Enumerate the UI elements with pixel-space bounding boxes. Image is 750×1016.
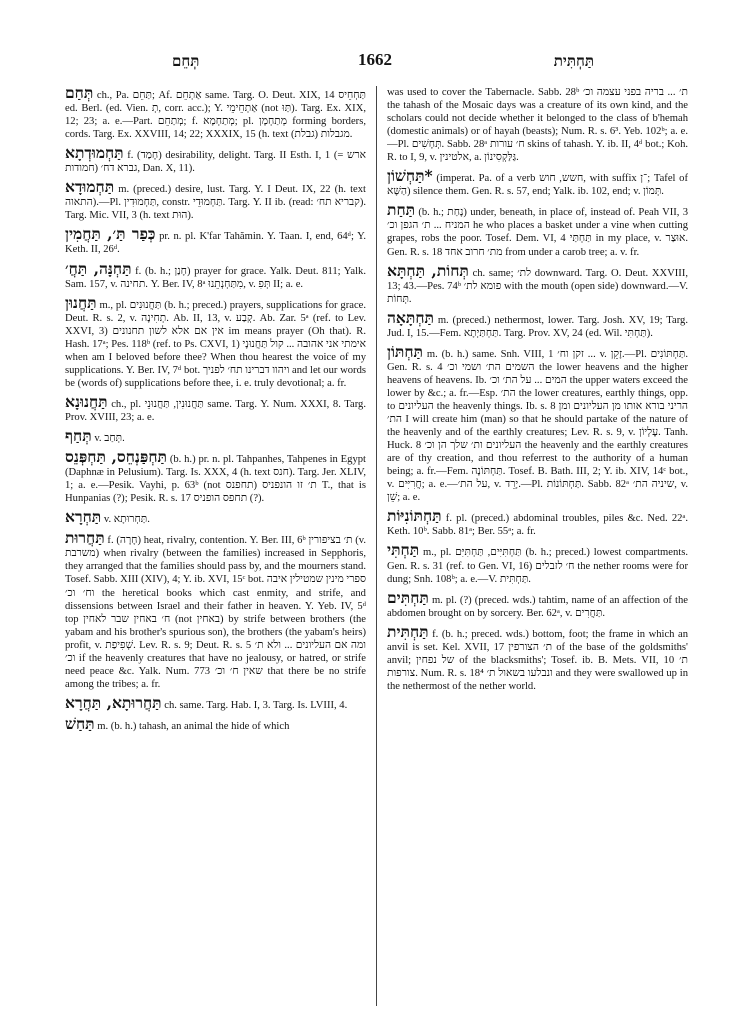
entry-text: f. (b. h.; preced. wds.) bottom, foot; the frame in which an anvil is set. Kel. XVII, 17 ת׳ הצורפין of the base of the goldsmiths' anvil; של נפחין of the blacksmiths'; Tosef. ib. B. Mets. VII, 10 ת׳ צורפות. Num. R. s. 18⁴ ונבלעו בשאול ת׳ and they were swallowed up in the nethermost of the nether world. [387,628,688,692]
entry-headword: תְּחַם [65,86,94,102]
entry-text: m., pl. תַּחְתִּיִּים, תַּחְתִּיִּם (b. h.; preced.) lowest compartments. Gen. R. s. 31 (ref. to Gen. VI, 16) ח׳ לזבלים the nether rooms were for dung; Snh. 108ᵇ; a. e.—V. תַּחְתִּית. [387,547,688,585]
column-divider [376,86,377,1006]
dictionary-entry [387,86,688,164]
entry-headword: תַּחְתִּי [387,540,420,560]
entry-text: ch. same; לת׳ downward. Targ. O. Deut. XXVIII, 13; 43.—Pes. 74ᵇ פומא לת׳ with the mouth (open side) downward.—V. תְּחוֹת. [387,267,688,305]
entry-headword: תַּחְתּוֹן [387,341,423,361]
right-running-headword: תַּחְתִּית [553,52,594,70]
dictionary-entry [65,224,366,256]
dictionary-entry [65,528,366,691]
entry-text: f. (חָרָה) heat, rivalry, contention. Y. Ber. III, 6ᵇ ת׳ בציפורין (v. משרבת) when rivalry (between the families) increased in Sepphoris, they arranged that the families should pass by, and the mourners stand. Tosef. Sabb. XIII (XIV), 4; Y. ib. XVI, 15ᶜ bot. ספרי מינין שמטילין איבה וח׳ וכ׳ the heretical books which cast enmity, and strife, and dissensions between Israel and their father in heaven. Y. Yeb. IV, 5ᵈ top ח׳ באחין שבר לאחין (not באחין) by strife between brothers (the yabam and his brother's spurious son), the brothers (the yabam's heirs) profit, v. שְׁפִיפַת. Lev. R. s. 9; Deut. R. s. 5 ומה אם העליונים ... ולא ת׳ וכ׳ if the heavenly creatures that have no jealousy, or hatred, or strife need peace &c. Yalk. Num. 773 שאין ח׳ וכ׳ that there be no strife among the tribes; a. fr. [65,535,366,690]
entry-headword: תַּחְתּוֹנִיּוֹת [387,506,442,526]
dictionary-entry [65,426,366,446]
entry-headword: תַּחַת [387,200,416,220]
dictionary-entry [65,507,366,527]
entry-headword: תַּחְתִּים [387,587,429,607]
dictionary-entry [65,692,366,712]
entry-headword: תַּחְתָּאָה [387,307,434,327]
entry-headword: תַּחְרָא [65,507,102,527]
entry-text: f. pl. (preced.) abdominal troubles, piles &c. Ned. 22ᵃ. Keth. 10ᵇ. Sabb. 81ᵃ; Ber. 55ᵃ; a. fr. [387,513,688,538]
dictionary-entry [387,506,688,538]
entry-text: m. (preced.) desire, lust. Targ. Y. I Deut. IX, 22 (h. text התאוה).—Pl. תַּחְמוּדִין, constr. תַּחְמוּדֵי. Targ. Y. II ib. (read: קבריא תח׳). Targ. Mic. VII, 3 (h. text הוּת). [65,184,366,222]
entry-headword: כְּפַר תַּ׳, תַּחֲמִין [65,224,156,244]
entry-headword: תְּחוֹת, תַּחְתָּא [387,260,469,280]
entry-headword: תַּחַשׁ [65,713,95,733]
dictionary-entry [387,621,688,693]
dictionary-entry [65,86,366,141]
entry-text: m. pl. (?) (preced. wds.) tahtim, name of an affection of the abdomen brought on by sorcery. Ber. 62ᵃ, v. תַּחֲרִים. [387,594,688,619]
dictionary-entry [387,540,688,585]
entry-text: m., pl. תַּחֲנוּנִים (b. h.; preced.) prayers, supplications for grace. Deut. R. s. 2, v. תְחִינָה. Ab. II, 13, v. קְבַע. Ab. Zar. 5ᵃ (ref. to Lev. XXVI, 3) אין אם אלא לשון תחנונים im means prayer (Oh that). R. Hash. 17ᵃ; Pes. 118ᵇ (ref. to Ps. CXVI, 1) אימתי אני אהובה ... קול תַּחֲנוּנָי when am I beloved before thee? When thou hearest the voice of my supplications. Y. Ber. IV, 7ᵈ bot. ויהוו דברינו תח׳ לפניך and let our words be (words of) supplications before thee, i. e. truly devotional; a. fr. [65,299,366,389]
dictionary-entry [65,391,366,424]
dictionary-entry [65,292,366,390]
entry-text: (b. h.; נָחַת) under, beneath, in place of, instead of. Peah VII, 3 המניח ... ת׳ הגפן וכ׳ he who places a basket under a vine when cutting grapes, robs the poor. Tosef. Dem. VI, 4 תַּחְתַּי in my place, v. אוּצַר. Gen. R. s. 18 מת׳ חרוב אחד from under a carob tree; a. v. fr. [387,207,688,258]
dictionary-entry [65,143,366,175]
dictionary-entry [387,260,688,306]
entry-text: v. תְּחַב. [94,433,125,445]
entry-text: (imperat. Pa. of a verb חשש, חוש, with suffix ־ן; Tafel of הַשָּׁא) silence them. Gen. R. s. 57, end; Yalk. ib. 102, end; v. תְּמוֹן. [387,173,688,198]
page-number: 1662 [358,50,392,69]
dictionary-entry [387,307,688,340]
dictionary-entry [387,341,688,505]
entry-headword: *תַּחְשׁוֹן [387,166,433,186]
dictionary-entry [387,200,688,258]
entry-headword: תַּחֲרוּתָא, תַּחֲרָא [65,692,162,712]
entry-text: pr. n. pl. K'far Tahămin. Y. Taan. I, end, 64ᵈ; Y. Keth. II, 26ᵈ. [65,231,366,256]
dictionary-entry [65,258,366,291]
entry-headword: תְּחַף [65,426,92,446]
entry-headword: תַּחְנָּה, תַּחֲ׳ [65,258,132,278]
entry-text: m. (b. h.) same. Snh. VIII, 1 זקן וח׳ ... v. זָקֵן.—Pl. תַּחְתּוֹנִים. Gen. R. s. 4 השמים הת׳ ושמי וכ׳ the lower heavens and the higher heavens of heavens. Ib. המים ... על הת׳ וכ׳ the upper waters exceed the lower by &c.; a. fr.—Esp. הת׳ the lower creatures, earthly things, opp. to העליונים the heavenly things. Ib. s. 8 הריני בורא אותו מן העליונים ומן הת׳ I will create him (man) so that he should partake of the nature of the heavenly and of the earthly creatures; Lev. R. s. 9, v. עֶלְיוֹן. Tanh. Huck. 8 העליונים ות׳ שלך הן וכ׳ the heavenly and the earthly creatures are of thy creation, and thou referrest to the authority of a human being; a. fr.—Fem. תַּחְתּוֹנָה. Tosef. B. Bath. III, 2; Y. ib. XIV, 14ᶜ bot., v. חֲרִיִּים; a. e.—על הת׳, v. יָרֵד.—Pl. תַּחְתּוֹנוֹת. Sabb. 82ᵃ שיניה הת׳, v. שֵׁן; a. e. [387,348,688,504]
dictionary-entry [65,177,366,222]
entry-text: ch. same. Targ. Hab. I, 3. Targ. Is. LVIII, 4. [164,699,348,711]
entry-headword: תַּחְמוּדָא [65,177,115,197]
entry-text: m. (preced.) nethermost, lower. Targ. Josh. XV, 19; Targ. Jud. I, 15.—Fem. תַּחְתַּיְתָא. Targ. Prov. XV, 24 (ed. Wil. תַּחְתִּי). [387,314,688,339]
entry-headword: תַּחְפַּנְחֵס, תַּחְפְּנֵס [65,447,167,467]
dictionary-entry [387,587,688,620]
left-running-headword: תְּחֵם [172,52,200,70]
left-column [65,86,366,1014]
dictionary-entry [65,713,366,733]
entry-text: (b. h.) pr. n. pl. Tahpanhes, Tahpenes in Egypt (Daphnæ in Pelusium). Targ. Is. XXX, 4 (h. text חנס). Targ. Jer. XLIV, 1; a. e.—Pesik. Vayhi, p. 63ᵇ (not תחפנס) ת׳ זו הונפניס T., that is Hunpanias (?); Pesik. R. s. 17 תחפס הופניס (?). [65,454,366,505]
entry-text: f. (חָמַד) desirability, delight. Targ. II Esth. I, 1 (= ארש חמודות) גברא דח׳, Dan. X, 11). [65,150,366,175]
entry-headword: תַּחְתִּית [387,621,429,641]
entry-text: f. (b. h.; חָנַן) prayer for grace. Yalk. Deut. 811; Yalk. Sam. 157, v. תחינה. Y. Ber. IV, 8ᵃ מִתַּחְנְתֵנוּ, v. תְּפִ II; a. e. [65,265,366,290]
entry-headword: תַּחֲנוּן [65,292,97,312]
entry-headword: תַּחֲנוּנָא [65,391,108,411]
entry-headword: תַּחְמוּדְתָא [65,143,124,163]
entry-text: v. תַּחְרוּתָא. [103,514,150,526]
entry-text: was used to cover the Tabernacle. Sabb. 28ᵇ ת׳ ... בריה בפני עצמה וכ׳ the tahash of the Mosaic days was a creature of its own kind, and the scholars could not decide whether it belonged to the class of b'hemah (domestic animals) or of hayah (beasts); Num. R. s. 6³. Yeb. 102ᵇ; a. e.—Pl. תְּחָשִׁים. Sabb. 28ᵃ ח׳ עורות skins of tahash. Y. ib. II, 4ᵈ bot.; Koh. R. to I, 9, v. אלטינין, a. גַּלַּקְסִינוֹן. [387,87,688,164]
entry-text: m. (b. h.) tahash, an animal the hide of which [97,720,290,732]
right-column [387,86,688,1014]
entry-text: ch., Pa. תַּחֵם; Af. אַתְחֵם same. Targ. O. Deut. XIX, 14 תַּחְחֵיס ed. Berl. (ed. Vien. תְ, corr. acc.); Y. אַתְחֵימֵי (not תַּוּ). Targ. Ex. XIX, 12; 23; a. e.—Part. מְתַחֵם; f. מְתַחְמָא; pl. מְתַחְמָן forming borders, cords. Targ. Ex. XXVIII, 14; 22; XXXIX, 15 (h. text מגבלות (גבלת). [65,90,366,141]
page-header [70,50,680,74]
entry-headword: תַּחֲרוּת [65,528,105,548]
dictionary-entry [65,447,366,505]
entry-text: ch., pl. תַּחֲנוּנִין, תַּחֲנוּנֵי same. Targ. Y. Num. XXXI, 8. Targ. Prov. XVIII, 23; a. e. [65,398,366,423]
dictionary-entry [387,166,688,198]
